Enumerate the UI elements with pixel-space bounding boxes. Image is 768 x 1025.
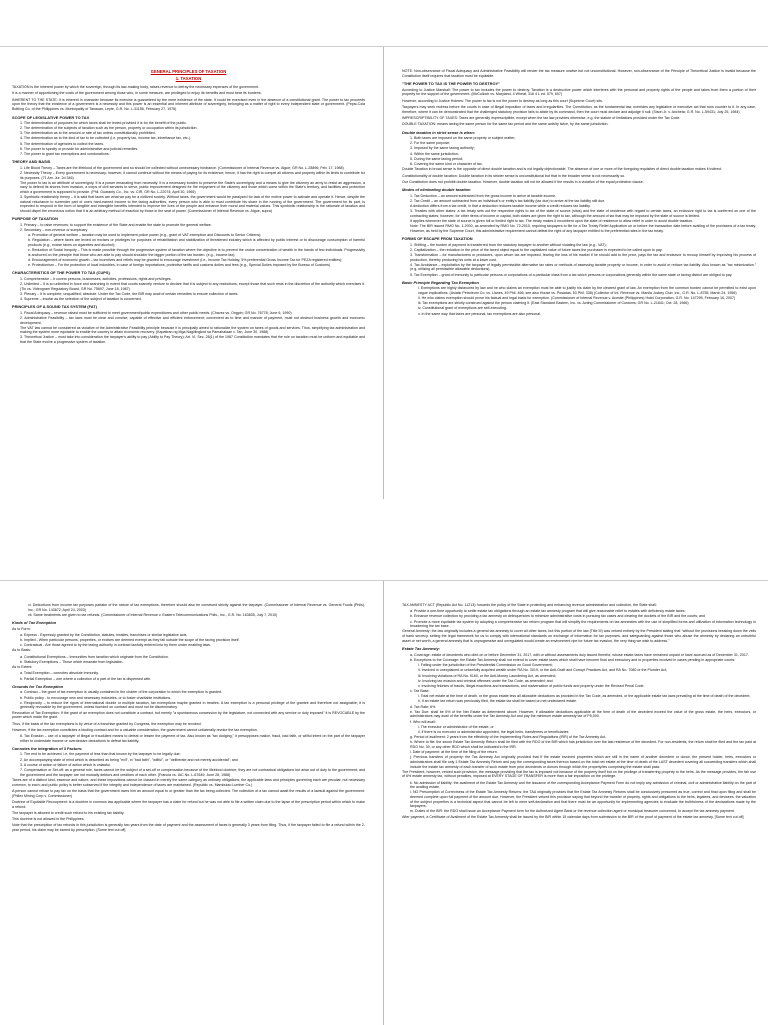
page-separator <box>0 499 768 579</box>
list-item: 7. Compensation or Set-off: as a general rule, taxes cannot be the subject of a set-off or compensation because of the lifeblood doctrine; they are not contractual obligations but arise out of duty to the government; and the government and the taxpayer are not mutually debtors and creditors of each other. (Francia vs. IAC No. L-67649; June 28, 1988) <box>20 768 365 777</box>
list-item: c. Tax Base: <box>410 689 430 694</box>
paragraph: INHERENT TO THE STATE: It is inherent in character because its exercise is guaranteed by the mere existence of the state. It could be exercised even in the absence of a constitutional grant. The power to tax proceeds upon the theory that the existence of a government is a necessity and this power is an essential and inherent attribute of sovereignty, belonging as a matter of right to every independent state or government. (Pepsi-Cola Bottling Co. of the Philippines vs. Municipality of Tanauan, Leyte, G.R. No. L-31156, February 27, 1976) <box>12 97 365 111</box>
list-item: 3. Transformation – for manufacturers or producers, upon whom tax are imposed, fearing the loss of his market if he should add to the price, pays the tax and endeavor to recoup himself by improving his process of production, thereby producing his units at a lower cost. <box>410 252 756 262</box>
list-item: ii. Involved in unexplained or unlawfully acquired wealth under RA No. 3019, or the Anti-Graft and Corrupt Practices Act, and RA No. 7080 or the Plunder Act; <box>418 668 667 673</box>
list-item: 1. Comprehensive – It covers persons, businesses, activities, professions, rights and privileges. <box>20 276 172 281</box>
list-item: a. Provide a one-time opportunity to settle estate tax obligations through an estate tax amnesty program that will give reasonable relief to estates with deficiency estate taxes; <box>410 609 686 614</box>
list-item: j. Previous transfers of property: the Tax Amnesty Act originally provided that if the estate involved properties which are still in the name of another decedent or donor, the present holder, heirs, executors or administrators shall file only 1 Estate Tax Amnesty Return and pay the corresponding taxes thereon based on the total net estate at the time of death of the LAST decedent covering all succeeding transfers which shall include the estate tax amnesty of each transfer of such estate from prior decedents or donors through which the property/ies comprising the estate shall pass. <box>410 755 756 769</box>
list-item: iii. Tax exemptions are strictly construed against the person claiming it. (East Standard Eastern, Inc. vs. Acting Commissioner of Customs; GR No. L-21841; Oct. 28, 1966) <box>418 301 689 306</box>
paragraph: However, according to Justice Holmes: The power to tax is not the power to destroy as long as this court (Supreme Court) sits. <box>402 98 603 103</box>
list-item: It applies whenever the state of source is given full or limited right to tax. The treaty makes it incumbent upon the state of residence to allow relief in order to avoid double taxation. <box>410 219 694 224</box>
list-item: iii. Involving violations of RA No. 9160, or the Anti-Money Laundering Act, as amended; <box>418 673 556 678</box>
list-item: i. Exemptions are highly disfavored by law and he who claims an exemption must be able to justify his claim by the clearest grant of law. An exemption from the common burden cannot be permitted to exist upon vague implications. (Asiatic Petroleum Co. vs. Llanes, 49 Phil. 466; see also House vs. Posadas, 53 Phil. 338) (Collector of Int. Revenue vs. Manila Jockey Club, Inc., G.R. No. L-8755, March 24, 1956) <box>418 286 756 295</box>
list-item: 3. A course of action or failure of action which is unlawful. <box>20 762 111 767</box>
paragraph: After payment, a Certificate of Availment of the Estate Tax Amnesty shall be issued by the BIR within 15 calendar days from submission to the BIR of the proof of payment of the estate tax amnesty. [Some text cut off] <box>402 814 744 819</box>
list-item: i. The executor or administrator of the estate, or <box>418 724 494 729</box>
list-item: a. Promotion of general welfare – taxation may be used to implement police power (e.g., grant of VAT exemption and Discounts to Senior Citizens); <box>28 233 262 238</box>
paragraph: General Amnesty: the law originally includes a general tax amnesty to cover all other taxes, but this portion of the law (Title III) was vetoed entirely by the President stating that "without the provisions breaking down the veils of bank secrecy, setting the legal framework for us to comply with international standards on exchange of information for tax purposes, and safeguarding against those who abuse the amnesty by declaring an untruthful asset or net worth, a general amnesty that is unprogressive and unregulated would create an environment ripe for future tax evasion, the very thing we wish to address." <box>402 629 756 643</box>
list-item: 4. Supreme – insofar as the selection of the subject of taxation is concerned. <box>20 296 142 301</box>
list-item: Note: The BIR issued RMO No. 1-2000, as amended by RMO No. 72-2010, requiring taxpayers to file for a Tax Treaty Relief Application on or before the transaction date before availing of the provisions of a tax treaty. However, as held by the Supreme Court, this administrative requirement cannot defeat the right of any taxpayer entitled to the preferential rates in the tax treaty. <box>410 224 756 233</box>
paragraph: Doctrine of Equitable Recoupment: is a doctrine in common law applicable where the taxpayer has a claim for refund but he was not able to file a written claim due to the lapse of the prescription period within which to make a refund. <box>12 799 365 809</box>
list-item: 7. The power to grant tax exemptions and condonations. <box>20 152 110 157</box>
section-heading: Connotes the integration of 3 Factors: <box>12 746 83 752</box>
section-heading: Modes of eliminating double taxation <box>402 187 471 193</box>
paragraph: However, if the tax exemption constitutes a binding contract and for a valuable consideration, the government cannot unilaterally revoke the tax exemption. <box>12 727 258 732</box>
list-item: b. Exceptions to the Coverage: the Estate Tax Amnesty shall not extend to cover estate taxes which shall have become final and executory and to properties involved in cases pending in appropriate courts: <box>410 657 736 662</box>
paragraph: As to Form: <box>12 626 31 631</box>
section-heading: SCOPE OF LEGISLATIVE POWER TO TAX <box>12 114 90 120</box>
document-page-2 <box>0 580 768 1025</box>
section-title: 1. TAXATION <box>175 76 202 81</box>
list-item: i. Date of payment: at the time of the filing of the return. <box>410 750 498 755</box>
list-item: l. NO Presumption of Correctness of the Estate Tax Amnesty Returns: the TAA originally provides that the Estate Tax Amnesty Returns shall be conclusively presumed as true, correct and final upon filing and shall be deemed complete upon full payment of the amount due. However, the President vetoed this provision saying that beyond the transfer of property, rights and obligations to the heirs, legatees, and devisees, the valuation of the subject properties is a technical aspect that cannot be left to mere self-declaration and that there must be an opportunity for implementing agencies to evaluate the truthfulness of the declarations made by the taxpayers. <box>410 790 756 809</box>
list-item: 1. The end to be achieved, i.e. the payment of less than that known by the taxpayer to be legally due; <box>20 752 181 757</box>
section-heading: PURPOSE OF TAXATION <box>12 216 58 222</box>
list-item: v. In the same way that taxes are personal, tax exemptions are also personal. <box>418 311 541 316</box>
list-item: 6. The power to specify or provide for administrative and judicial remedies. <box>20 146 139 151</box>
list-item: A deduction differs from a tax credit, in that a deduction reduces taxable income while a credit reduces tax liability. <box>410 204 591 209</box>
list-item: 6. Tax Evasion – use of a taxpayer of illegal or fraudulent means to defeat or lessen the payment of tax. Also known as "tax dodging," it presupposes malice, fraud, bad faith, or willful intent on the part of the taxpayer either to understate income or overdeclare deductions to defeat tax liability. <box>20 734 365 743</box>
paragraph: Double Taxation in broad sense is the opposite of direct double taxation and is not legally objectionable. The absence of one or more of the foregoing requisites of direct double taxation makes it indirect. <box>402 167 723 172</box>
paragraph: Taxes are of a distinct kind, essence and nature, and these impositions cannot be classed in merely the same category as ordinary obligations; the applicable laws and principles governing each are peculiar, not necessary common, to each; and public policy is better subserved if the integrity and independence of taxes are maintained. (Republic vs. Mambulao Lumber Co.) <box>12 777 365 787</box>
paragraph: A person cannot refuse to pay tax on the basis that the government owes him an amount equal to or greater than the tax being collected. The collection of a tax cannot await the results of a lawsuit against the government. (Philex Mining Corp v. Commissioner) <box>12 788 365 798</box>
paragraph: Thus, if the basis of the tax exemptions is by virtue of a franchise granted by Congress, the exemption may be revoked. <box>12 721 202 726</box>
list-item: 1. Shifting – the burden of payment is transferred from the statutory taxpayer to another without violating the law (e.g., VAT); <box>410 242 607 247</box>
list-item: b. Public policy - to encourage new and necessary industries, or to foster charitable institutions. <box>20 695 172 700</box>
list-item: g. Period of availment: 2 years from the effectivity of the Implementing Rules and Regulations (IRR) of the Tax Amnesty Act. <box>410 735 607 740</box>
list-item: a. Total Exemption – connotes absolute immunity. <box>20 671 99 676</box>
paragraph: According to Justice Marshall: The power to tax includes the power to destroy. Taxation is a destructive power which interferes with the personal and property rights of the people and takes from them a portion of their property for the support of the government. (McCulloch vs. Maryland, 4 Wheat, 316 4 L ed. 579, 607) <box>402 87 756 97</box>
list-item: ii. if there is no executor or administrator appointed, the legal heirs, transferees or beneficiaries <box>418 729 569 734</box>
list-item: 1. The determination of purposes for which taxes shall be levied provided it is for the benefit of the public. <box>20 120 187 125</box>
section-heading: PRINCIPLES OF A SOUND TAX SYSTEM (FAT) <box>12 304 97 310</box>
list-item: 2. Administrative Feasibility – tax laws must be clear and concise; capable of effective and efficient enforcement; convenient as to time and manner of payment, must not obstruct business growth and economic development. <box>20 315 365 325</box>
list-item: 1. Life Blood Theory – Taxes are the lifeblood of the government and so should be collected without unnecessary hindrance. (Commissioner of Internal Revenue vs. Algue; GR No. L-28896; Feb. 17, 1988) <box>20 165 344 170</box>
list-item: a. Express - Expressly granted by the Constitution, statutes, treaties, franchises or similar legislative acts. <box>20 632 188 637</box>
list-item: 3. Plenary – It is complete; unqualified; absolute. Under the Tax Code, the BIR may avail of certain remedies to ensure collection of taxes. <box>20 291 239 296</box>
list-item: h. Where to file: the sworn Estate Tax Amnesty Return shall be filed with the RDO of the BIR which has jurisdiction over the last residence of the decedent. For non-residents, the return shall be filed and the tax paid at RDO No. 39, or any other RDO which shall be indicated in the IRR. <box>410 740 756 749</box>
paragraph: TAX AMNESTY ACT (Republic Act No. 11213): towards the policy of the State in protecting and enhancing revenue administration and collection, the State shall: <box>402 603 657 607</box>
list-item: e. Protectionism – For the protection of local industries, in case of foreign importations, protective tariffs and customs duties and fees (e.g., Special Duties imposed by the Bureau of Customs) <box>28 263 331 268</box>
list-item: 3. Imposed by the same taxing authority; <box>410 146 475 151</box>
list-item: 2. For the same purpose; <box>410 141 451 146</box>
list-item: 1. Fiscal Adequacy – revenue raised must be sufficient to meet government/public expenditures and other public needs. (Chavez vs. Ongpin; GR No. 76778; June 6, 1990) <box>20 310 292 315</box>
list-item: b. Partial Exemption – one where a collection of a part of the tax is dispensed with. <box>20 676 152 681</box>
list-item: e. Tax Due: shall be 6% of the Net Estate as determined above. However, if allowable deductions applicable at the time of death of the decedent exceed the value of the gross estate, the heirs, executors, or administrators may avail of the benefits under the Tax Amnesty Act and pay the minimum estate amnesty tax of P5,000. <box>410 709 756 719</box>
section-heading: CHARACTERISTICS OF THE POWER TO TAX (CUPS) <box>12 270 110 276</box>
list-item: c. Reciprocity – to reduce the rigors of international double or multiple taxation, tax exemptions maybe granted in treaties. A tax exemption is a personal privilege of the grantee and therefore not assignable; it is generally revocable by the government, unless founded on contract and must not be discriminatory. <box>20 700 365 710</box>
document-title: GENERAL PRINCIPLES OF TAXATION <box>150 69 227 74</box>
list-item: b. Statutory Exemptions – Those which emanate from legislation. <box>20 659 124 664</box>
list-item: 5. Tax Exemption – grant of immunity to particular persons or corporations of a particular class from a tax which persons or corporations generally within the same state or taxing district are obliged to pay. <box>410 272 733 277</box>
list-item: b. Enhance revenue collection by providing a tax amnesty on delinquencies to minimize administrative costs in pursuing tax cases and clearing the dockets of the BIR and the courts; and <box>410 614 706 619</box>
paragraph: This doctrine is not allowed in the Philippines. <box>12 817 85 822</box>
list-item: 4. The determination as to the kind of tax to be collected (i.e. property tax, income tax, inheritance tax, etc.). <box>20 136 191 141</box>
page-2-right-column <box>384 581 768 1025</box>
list-item: b. Implied - When particular persons, properties, or excises are deemed exempt as they fall outside the scope of the taxing provision itself. <box>20 638 240 643</box>
list-item: 5. The determination of agencies to collect the taxes. <box>20 141 105 146</box>
list-item: 1. Tax Deduction – an amount subtracted from the gross income to arrive at taxable income. <box>410 193 557 198</box>
list-item: i. Falling under the jurisdiction of the Presidential Commission on Good Government; <box>418 663 553 668</box>
page-2-left-column <box>0 581 384 1025</box>
list-item: 3. Treaties with other states: a tax treaty sets out the respective rights to tax of the state of source (situs) and the state of residence with regard to certain taxes, an exclusive right to tax is conferred on one of the contracting states; however, for other items of income or capital, both states are given the right to tax, although the amount of tax that may be imposed by the state of source is limited. <box>410 209 756 218</box>
list-item: ii. If an estate tax return was previously filed, the estate tax shall be based on net undeclared estate. <box>418 699 578 704</box>
section-heading: "THE POWER TO TAX IS THE POWER TO DESTROY" <box>402 81 500 87</box>
section-heading: Estate Tax Amnesty: <box>402 646 440 652</box>
list-item: i. Total net estate at the time of death, or the gross estate less all allowable deductions as provided in the Tax Code, as amended, or the applicable estate tax laws prevailing at the time of death of the decedent; <box>418 694 751 699</box>
list-item: The power to tax is an attribute of sovereignty. It is a power emanating from necessity. It is a necessary burden to preserve the State's sovereignty and a means to give the citizenry an army to resist an aggression, a navy to defend its shores from invasion, a corps of civil servants to serve, public improvement designed for the enjoyment of the citizenry and those which come within the State's territory, and facilities and protection which a government is supposed to provide. (Phil. Guaranty Co., Inc. vs. CIR, GR No. L-22074; April 30, 1965) <box>20 180 365 194</box>
section-heading: THEORY AND BASIS <box>12 159 51 165</box>
list-item: c. Reduction of Social Inequity – This is made possible through the progressive system of taxation where the objective is to prevent the undue concentration of wealth in the hands of few individuals. Progressivity is anchored on the principle that those who are able to pay should shoulder the bigger portion of the tax burden. (e.g., Income tax); <box>28 248 365 257</box>
page-1-left-column <box>0 47 384 499</box>
list-item: 4. Within the same jurisdiction; <box>410 151 459 156</box>
paragraph: It is a manner of apportioning the costs of the government among those who, in some measure, are privileged to enjoy its benefits and must bear its burdens. <box>12 91 262 96</box>
page-1-right-column <box>384 47 768 499</box>
section-heading: Kinds of Tax Exemption <box>12 620 57 626</box>
document-page-1 <box>0 46 768 500</box>
list-item: 3. Theoretical Justice – must take into consideration the taxpayer's ability to pay (Ability to Pay Theory); Art. VI, Sec. 28(1) of the 1987 Constitution mandates that the rule on taxation must be uniform and equitable and that the State evolve a progressive system of taxation. <box>20 335 365 345</box>
list-item: d. Encouragement of economic growth – tax incentives and reliefs may be granted to encourage investment (i.e., Income Tax Holiday, 5% preferential Gross Income Tax for PEZA registered entities); <box>28 257 343 262</box>
list-item: a. Contract – the grant of tax exemption is usually contained in the charter of the corporation to which the exemption is granted. <box>20 690 222 695</box>
list-item: 1. Both taxes are imposed on the same property or subject matter; <box>410 136 516 141</box>
list-item: 4. Tax Avoidance – exploitation by the taxpayer of legally permissible alternative tax rates or methods of assessing taxable property or income, in order to avoid or reduce tax liability. Also known as "tax minimization." (e.g. utilizing all permissible allowable deductions) <box>410 262 756 272</box>
list-item: 2. The determination of the subjects of taxation such as the person, property or occupation within its jurisdiction. <box>20 126 198 131</box>
list-item: The VAT law cannot be considered as violative of the Administrative Feasibility principle because it is principally aimed to rationalize the system on taxes of goods and services. Thus, simplifying tax administration and making the system more equitable to enable the country to attain economic recovery. (Kapatiran ng Mga Naglilingkod sa Pamahalaan v. Tan, June 30, 1988) <box>20 325 365 335</box>
list-item: c. Promote a more equitable tax system by adopting a comprehensive tax reform program that will simplify the requirements on tax amnesties with the use of simplified forms and utilization of information technology in broadening the tax base. <box>410 619 756 629</box>
list-item: ii. He who claims exemption should prove his factual and legal basis for exemption. (Commissioner of Internal Revenue v. Acesite (Philippines) Hotel Corporation, G.R. No. 147295, February 16, 2007) <box>418 296 736 301</box>
list-item: m. Duties of the BIR: the RDO shall issue an Acceptance Payment form for the Authorized Agent Bank or the revenue collection agent or municipal treasurer concerned, to accept the tax amnesty payment. <box>410 809 735 814</box>
paragraph: Revocation of Tax Exemption: If the grant of an exemption does not constitute a contract, but merely "a spontaneous concession by the legislature, not connected with any service or duty imposed" it is REVOCABLE by the power which made the grant. <box>12 710 365 720</box>
list-item: 5. During the same taxing period; <box>410 156 463 161</box>
list-item: 3. The determination as to the amount or rate of tax unless constitutionally prohibited. <box>20 131 156 136</box>
paragraph: As to Basis: <box>12 648 31 653</box>
list-item: v. Involving felonies of frauds, illegal exactions and transactions, and malversation of public funds and property under the Revised Penal Code. <box>418 683 645 688</box>
list-item: 6. Covering the same kind or character of tax. <box>410 162 483 167</box>
section-heading: FORMS OF ESCAPE FROM TAXATION <box>402 236 473 242</box>
list-item: vii. Same treatments are given to tax refunds. (Commissioner of Internal Revenue v. Eastern Telecommunications Phils., Inc., G.R. No. 163835, July 7, 2010) <box>28 612 278 617</box>
list-item: 2. Necessity Theory – Every government is necessary; however, it cannot continue without the means of paying for its existence; hence, it has the right to compel all citizens and property within its limits to contribute for its purposes. (71 Am. Jur. 2d 346) <box>20 170 365 180</box>
list-item: 2. Unlimited – It is so unlimited in force and searching in extent that courts scarcely venture to declare that it is subject to any restrictions, except those that such rests in the discretion of the authority which exercises it. (Tio vs. Videogram Regulatory Board, GR No. 75697, June 18, 1987) <box>20 281 365 291</box>
section-heading: Grounds for Tax Exemption <box>12 683 64 689</box>
list-item: a. Constitutional Exemptions – Immunities from taxation which originate from the Constitution. <box>20 654 169 659</box>
list-item: a. Coverage: estate of decedents who died on or before December 31, 2017, with or without assessments duly issued therefor, whose estate taxes have remained unpaid or have accrued as of December 31, 2017. <box>410 652 749 657</box>
list-item: vi. Deductions from income tax purposes partake of the nature of tax exemptions, therefore should also be construed strictly against the taxpayer. (Commissioner of Internal Revenue vs. General Foods (Phils), Inc.; GR No. 143672; April 24, 2003) <box>28 603 365 612</box>
paragraph: Our Constitution does not prohibit double taxation. However, double taxation will not be allowed if the results in a violation of the equal protection clause. <box>402 179 644 184</box>
paragraph: Note that the prescription of tax refunds in this jurisdiction is generally two years from the date of payment and the assessment of taxes is generally 3 years from filing. Thus, if the taxpayer failed to file a refund within the 2-year period, his claim may be barred by prescription. [Some text cut off] <box>12 823 365 833</box>
list-item: 1. Primary – to raise revenues; to support the existence of the State and enable the state to promote the general welfare. <box>20 222 212 227</box>
list-item: f. Who will avail: <box>410 719 436 724</box>
paragraph: The taxpayer is allowed to credit such refund to his existing tax liability. <box>12 810 125 815</box>
list-item: iv. Constitutional grant of exemptions are self-executing. <box>418 306 508 311</box>
list-item: 2. Tax Credit – an amount subtracted from an individual's or entity's tax liability (tax due) to arrive at the tax liability still due. <box>410 198 606 203</box>
section-heading: Double taxation in strict sense is when: <box>402 129 476 135</box>
list-item: c. Contractual - Are those agreed to by the taxing authority in contract lawfully entered into by them under enabling laws. <box>20 643 211 648</box>
paragraph: DOUBLE TAXATION: means taxing the same person for the same tax period and the same activity twice, by the same jurisdiction. <box>402 122 609 127</box>
list-item: 2. An accompanying state of mind which is described as being "evil", in "bad faith", "willful", or "deliberate and not merely accidental"; and <box>20 757 238 762</box>
list-item: iv. Involving tax evasion and criminal offenses under the Tax Code, as amended; and <box>418 678 553 683</box>
paragraph: As to Extent: <box>12 665 33 670</box>
paragraph: IMPRESCRIPTIBILITY OF TAXES: Taxes are generally imprescriptible, except when the tax law provides otherwise, e.g. the statute of limitations provided under the Tax Code. <box>402 115 681 120</box>
list-item: 3. Symbiotic relationship theory – It is said that taxes are what we pay for a civilized society. Without taxes, the government would be paralyzed for lack of the motive power to activate and operate it. Hence, despite the natural reluctance to surrender part of one's hard-earned income to the taxing authorities, every person who is able to must contribute his share in the running of the government. The government for its part, is expected to respond in the form of tangible and intangible benefits intended to improve the lives of the people and enhance their moral and material values. This symbiotic relationship is the rationale of taxation and should dispel the erroneous notion that it is an arbitrary method of exaction by those in the seat of power. (Commissioner of Internal Revenue vs. Algue, supra) <box>20 195 365 213</box>
list-item: 2. Secondary – non-revenue or sumptuary <box>20 227 88 232</box>
paragraph: TAXATION is the inherent power by which the sovereign, through its law-making body, raises revenue to defray the necessary expenses of the government. <box>12 85 260 89</box>
section-heading: Basic Principle Regarding Tax Exemption <box>402 279 479 285</box>
list-item: d. Tax Rate: 6% <box>410 704 436 709</box>
top-margin <box>0 0 768 46</box>
list-item: b. Regulation – where taxes are levied on excises or privileges for purposes of rehabilitation and stabilization of threatened industry which is affected by public interest or to discourage consumption of harmful products (e.g., excise taxes on cigarettes and alcohol); <box>28 238 365 247</box>
list-item: k. No admission of liability: the availment of the Estate Tax Amnesty and the issuance of the corresponding Acceptance Payment Form do not imply any admission of criminal, civil or administrative liability on the part of the availing estate. <box>410 780 756 790</box>
paragraph: Taxpayers may seek redress before the courts in case of illegal imposition of taxes and irregularities. The Constitution, as the fundamental law, overrides any legislative or executive act that runs counter to it. In any case, therefore, where it can be demonstrated that the challenged statutory provision fails to abide by its command, then the court must declare and adjudge it null. (Sison Jr. v. Ancheta; G.R. No. L-59431; July 25, 1984) <box>402 104 756 114</box>
paragraph: The President, however, vetoed such provision, the message providing that the tax is imposed not because of the property itself but on the privilege of transferring property to the heirs. As the message provides, the fair use of 6% estate amnesty tax, without penalties, imposed at EVERY STAGE OF TRANSFER is more than a fair imposition on the privilege. <box>402 769 756 779</box>
paragraph: NOTE: Non-observance of Fiscal Adequacy and Administrative Feasibility will render the tax measure unwise but not unconstitutional. However, non-observance of the Principle of Theoretical Justice is invalid because the Constitution itself requires that taxation must be equitable. <box>402 69 756 78</box>
paragraph: Constitutionality of double taxation: Double taxation in its stricter sense is unconstitutional but that in the broader sense is not necessarily so. <box>402 173 626 178</box>
list-item: 2. Capitalization – the reduction in the price of the taxed object equal to the capitalized value of future taxes the purchaser is expected to be called upon to pay. <box>410 247 663 252</box>
